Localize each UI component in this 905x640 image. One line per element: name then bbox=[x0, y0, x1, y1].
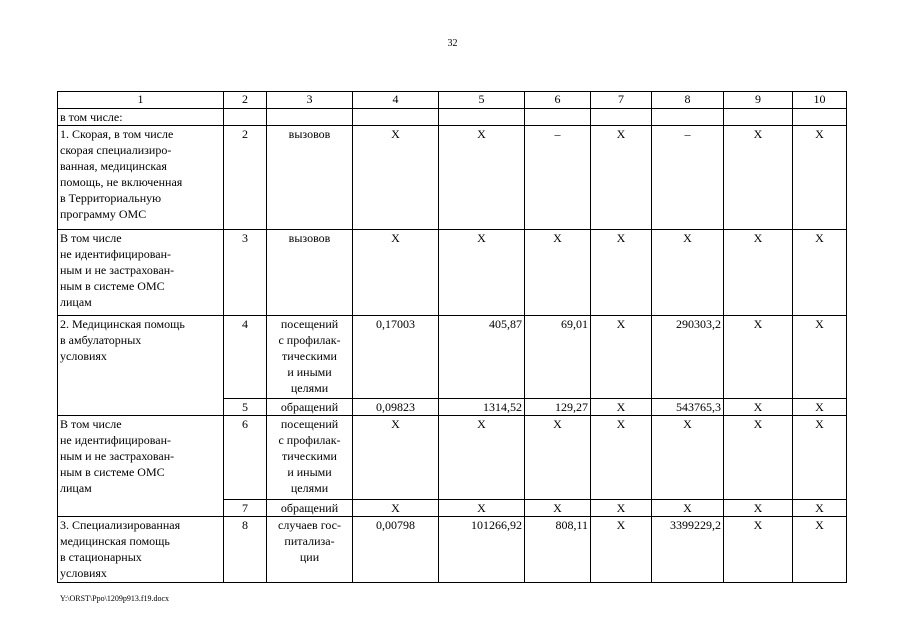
table-cell: Х bbox=[793, 517, 847, 583]
row-label: 3. Специализированная медицинская помощь в стационарных условиях bbox=[58, 517, 224, 583]
file-path-footer: Y:\ORST\Ppo\1209p913.f19.docx bbox=[60, 594, 170, 603]
table-cell: Х bbox=[724, 416, 793, 500]
column-header: 2 bbox=[224, 92, 267, 109]
table-cell: Х bbox=[439, 416, 525, 500]
table-cell: 405,87 bbox=[439, 316, 525, 399]
column-header: 4 bbox=[353, 92, 439, 109]
column-header: 1 bbox=[58, 92, 224, 109]
unit-cell: вызовов bbox=[267, 230, 353, 316]
table-cell: Х bbox=[793, 316, 847, 399]
table-cell: Х bbox=[591, 316, 652, 399]
table-cell bbox=[353, 109, 439, 126]
table-cell: Х bbox=[353, 416, 439, 500]
table-cell: Х bbox=[353, 230, 439, 316]
column-header: 5 bbox=[439, 92, 525, 109]
unit-cell: обращений bbox=[267, 500, 353, 517]
intro-label: в том числе: bbox=[58, 109, 224, 126]
table-cell: Х bbox=[724, 316, 793, 399]
row-label: В том числе не идентифицирован- ным и не застрахован- ным в системе ОМС лицам bbox=[58, 230, 224, 316]
unit-cell: вызовов bbox=[267, 126, 353, 230]
table-row-outpatient-visits bbox=[58, 316, 847, 399]
table-cell: Х bbox=[439, 500, 525, 517]
table-cell: Х bbox=[591, 500, 652, 517]
table-cell: 543765,3 bbox=[652, 399, 724, 416]
row-label: В том числе не идентифицирован- ным и не застрахован- ным в системе ОМС лицам bbox=[58, 416, 224, 517]
column-header: 3 bbox=[267, 92, 353, 109]
row-number: 2 bbox=[224, 126, 267, 230]
row-number: 5 bbox=[224, 399, 267, 416]
table-cell bbox=[439, 109, 525, 126]
table-cell: Х bbox=[793, 416, 847, 500]
data-table bbox=[57, 91, 847, 583]
table-cell: 69,01 bbox=[525, 316, 591, 399]
table-cell: – bbox=[525, 126, 591, 230]
table-row-intro bbox=[58, 109, 847, 126]
row-label: 2. Медицинская помощь в амбулаторных условиях bbox=[58, 316, 224, 416]
column-header: 10 bbox=[793, 92, 847, 109]
table-row-ambulance-sub bbox=[58, 230, 847, 316]
table-cell: 808,11 bbox=[525, 517, 591, 583]
page-number: 32 bbox=[447, 38, 458, 49]
unit-cell: обращений bbox=[267, 399, 353, 416]
table-cell bbox=[224, 109, 267, 126]
table-cell bbox=[724, 109, 793, 126]
table-cell bbox=[793, 109, 847, 126]
table-cell: Х bbox=[724, 517, 793, 583]
table-cell: 290303,2 bbox=[652, 316, 724, 399]
row-number: 6 bbox=[224, 416, 267, 500]
table-cell: Х bbox=[353, 500, 439, 517]
table-cell: Х bbox=[793, 230, 847, 316]
table-cell: Х bbox=[439, 230, 525, 316]
table-cell: Х bbox=[525, 500, 591, 517]
table-cell: Х bbox=[724, 126, 793, 230]
row-number: 8 bbox=[224, 517, 267, 583]
row-number: 7 bbox=[224, 500, 267, 517]
table-cell: 1314,52 bbox=[439, 399, 525, 416]
table-cell: Х bbox=[793, 399, 847, 416]
table-cell bbox=[525, 109, 591, 126]
table-cell: Х bbox=[353, 126, 439, 230]
table-cell: Х bbox=[591, 416, 652, 500]
table-cell: 101266,92 bbox=[439, 517, 525, 583]
table-cell bbox=[267, 109, 353, 126]
table-cell: 3399229,2 bbox=[652, 517, 724, 583]
table-cell: 0,00798 bbox=[353, 517, 439, 583]
table-cell: Х bbox=[439, 126, 525, 230]
column-header: 6 bbox=[525, 92, 591, 109]
table-cell: Х bbox=[793, 126, 847, 230]
table-cell: Х bbox=[652, 500, 724, 517]
unit-cell: посещений с профилак- тическими и иными целями bbox=[267, 416, 353, 500]
row-label: 1. Скорая, в том числе скорая специализиро- ванная, медицинская помощь, не включенная в Территориальную программу ОМС bbox=[58, 126, 224, 230]
table-row-ambulance bbox=[58, 126, 847, 230]
column-header: 7 bbox=[591, 92, 652, 109]
row-number: 4 bbox=[224, 316, 267, 399]
table-cell: – bbox=[652, 126, 724, 230]
table-cell: Х bbox=[591, 517, 652, 583]
row-number: 3 bbox=[224, 230, 267, 316]
table-cell: Х bbox=[525, 416, 591, 500]
column-header: 8 bbox=[652, 92, 724, 109]
table-cell: 129,27 bbox=[525, 399, 591, 416]
table-cell: Х bbox=[525, 230, 591, 316]
table-cell: 0,17003 bbox=[353, 316, 439, 399]
table-row-specialized bbox=[58, 517, 847, 583]
table-header-row bbox=[58, 92, 847, 109]
table-cell: Х bbox=[652, 416, 724, 500]
table-row-outpatient-sub-visits bbox=[58, 416, 847, 500]
table-cell bbox=[591, 109, 652, 126]
table-cell: Х bbox=[591, 126, 652, 230]
unit-cell: посещений с профилак- тическими и иными целями bbox=[267, 316, 353, 399]
table-cell: Х bbox=[591, 399, 652, 416]
table-cell: Х bbox=[793, 500, 847, 517]
table-cell: Х bbox=[591, 230, 652, 316]
table-cell: Х bbox=[724, 500, 793, 517]
unit-cell: случаев гос- питализа- ции bbox=[267, 517, 353, 583]
table-cell bbox=[652, 109, 724, 126]
column-header: 9 bbox=[724, 92, 793, 109]
table-cell: Х bbox=[652, 230, 724, 316]
table-cell: Х bbox=[724, 399, 793, 416]
table-cell: Х bbox=[724, 230, 793, 316]
table-cell: 0,09823 bbox=[353, 399, 439, 416]
